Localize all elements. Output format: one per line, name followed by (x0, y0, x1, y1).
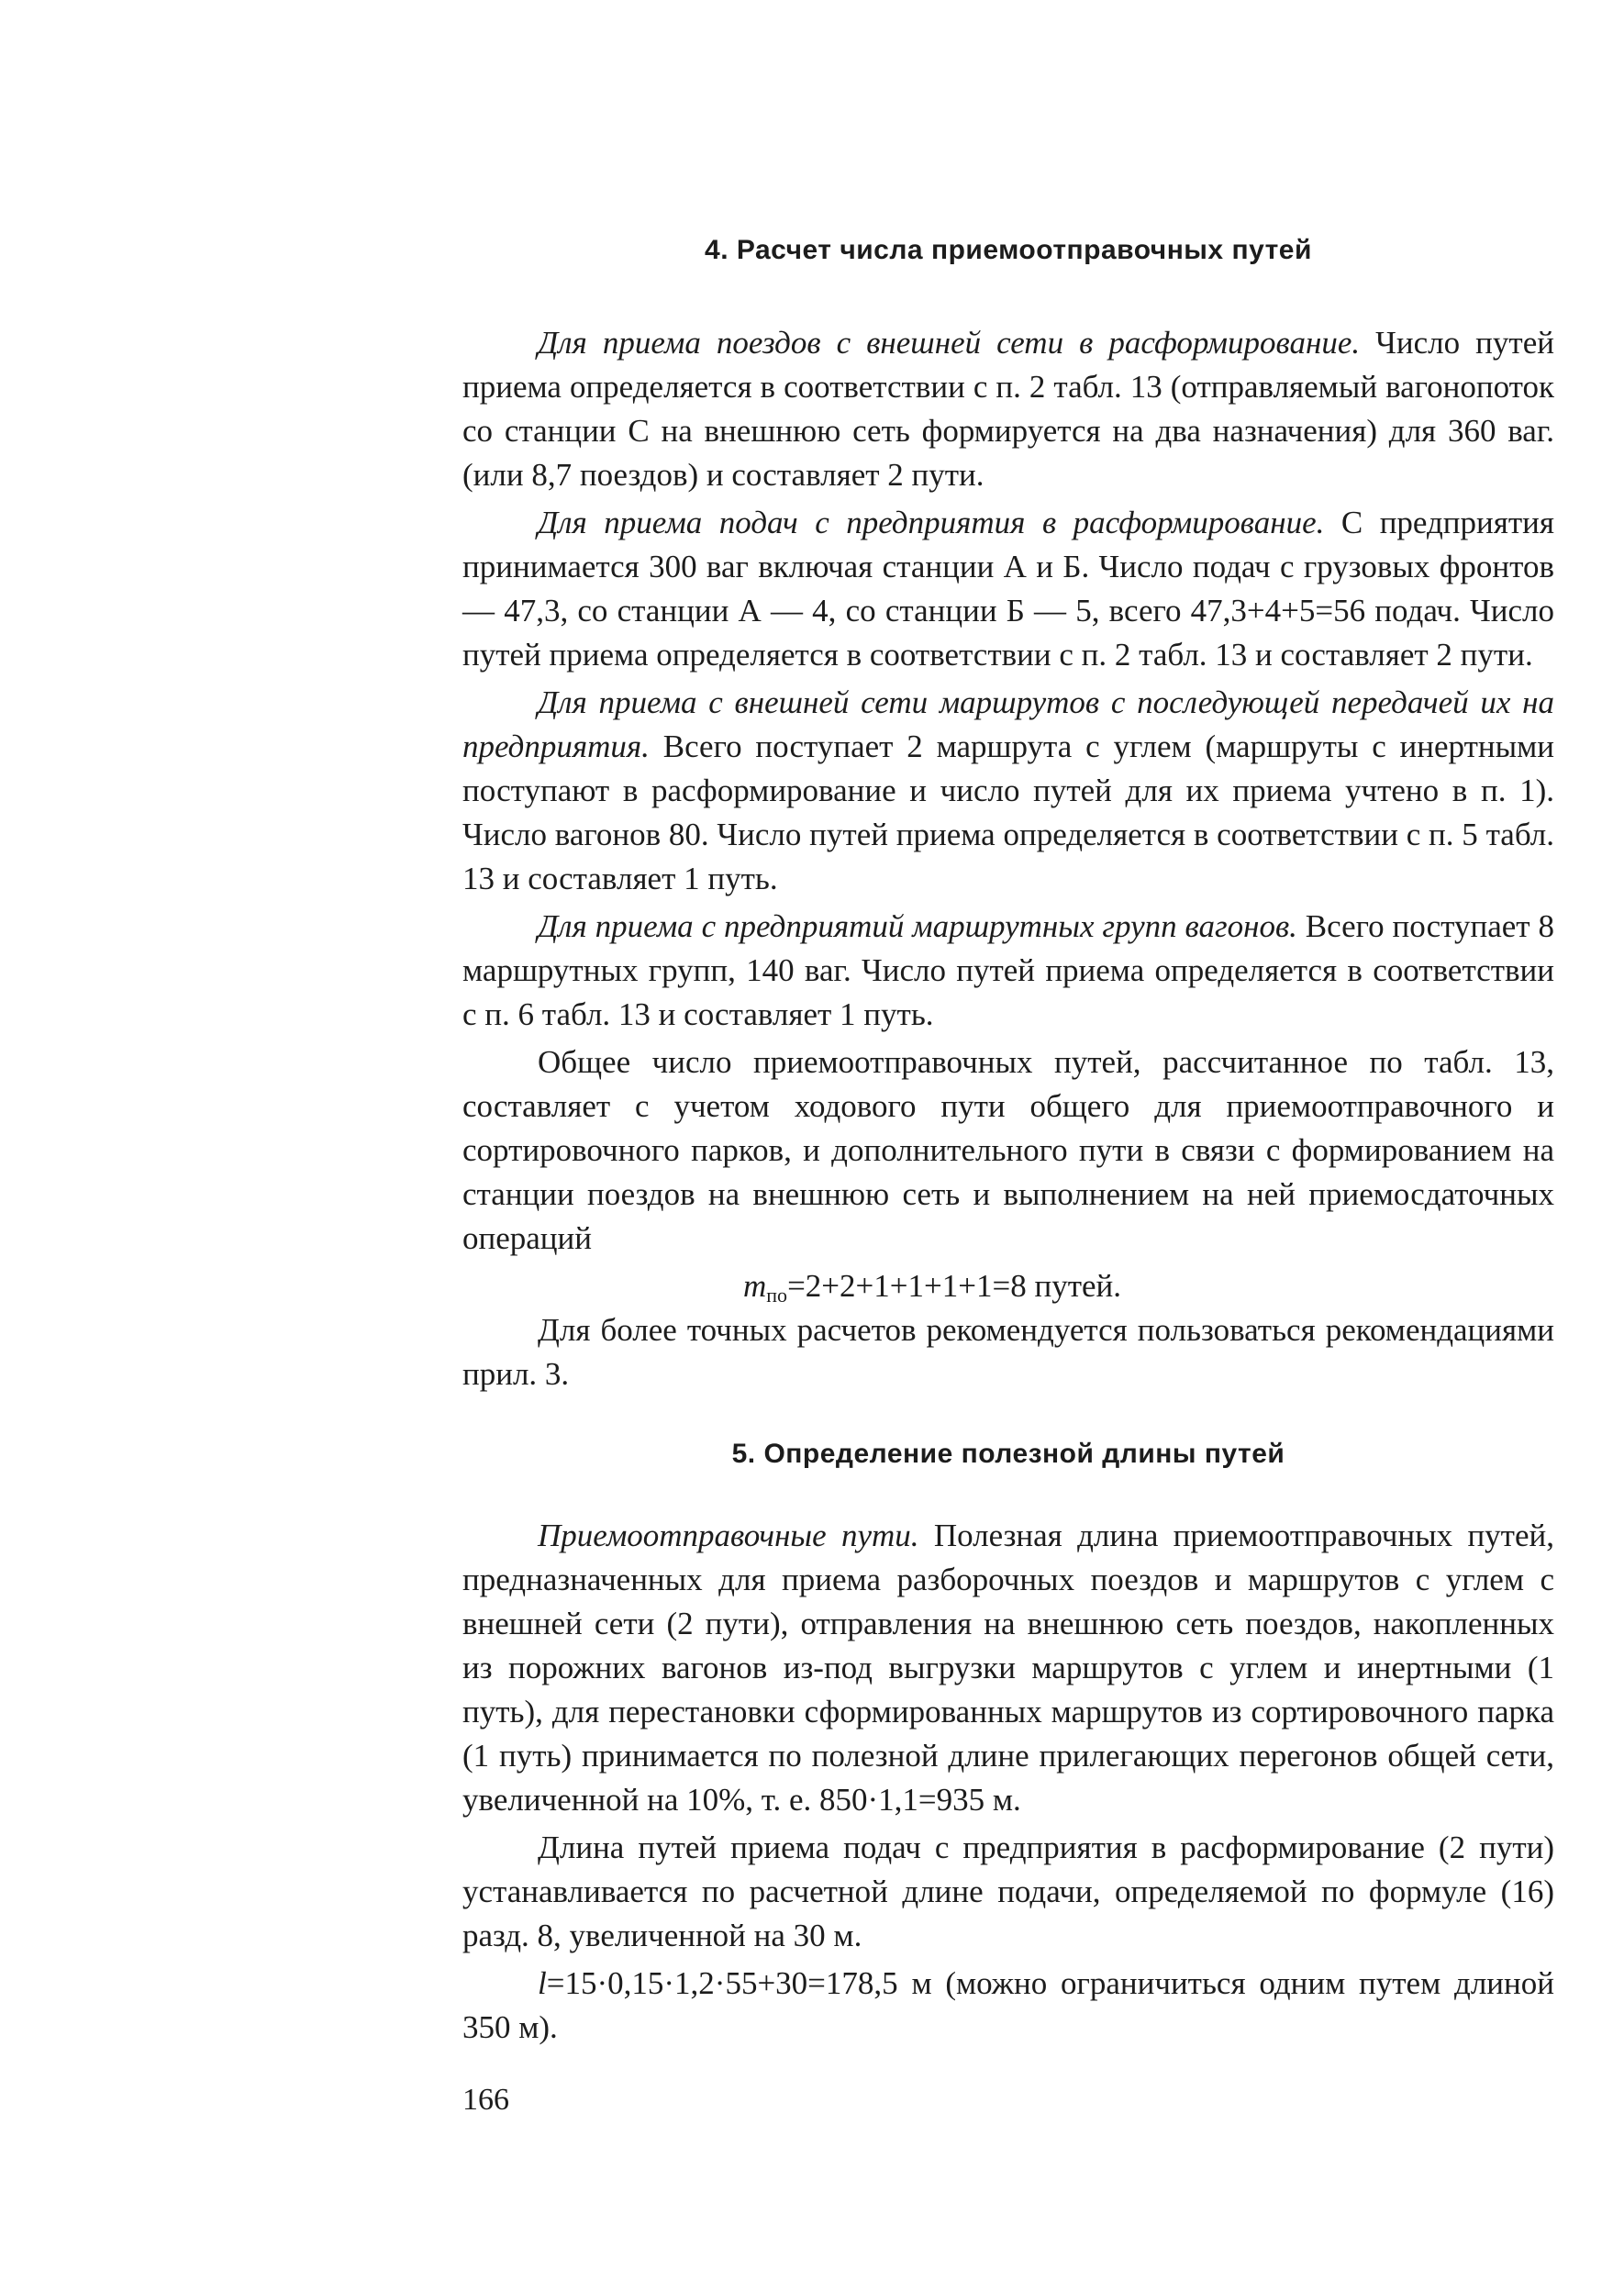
paragraph-text: Число путей приема определяется в соответствии с п. 2 табл. 13 (отправляемый вагонопоток со станции С на внешнюю сеть формируется на два назначения) для 360 ваг. (или 8,7 поездов) и составляет 2 пути. (462, 325, 1554, 493)
paragraph-text: Всего поступает 8 маршрутных групп, 140 ваг. Число путей приема определяется в соответствии с п. 6 табл. 13 и составляет 1 путь. (462, 908, 1554, 1032)
paragraph-text: Полезная длина приемоотправочных путей, предназначенных для приема разборочных поездов и маршрутов с углем с внешней сети (2 пути), отправления на внешнюю сеть поездов, накопленных из порожних вагонов из-под выгрузки маршрутов с углем и инертными (1 путь), для перестановки сформированных маршрутов из сортировочного парка (1 путь) принимается по полезной длине прилегающих перегонов общей сети, увеличенной на 10%, т. е. 850·1,1=935 м. (462, 1518, 1554, 1818)
paragraph-lead: Для приема подач с предприятия в расформирование. (538, 505, 1325, 540)
paragraph-lead: Для приема поездов с внешней сети в расформирование. (538, 325, 1361, 361)
section-5-heading: 5. Определение полезной длины путей (731, 1439, 1285, 1469)
section-4-heading: 4. Расчет числа приемоотправочных путей (705, 235, 1312, 265)
paragraph-lead: Приемоотправочные пути. (538, 1518, 919, 1553)
paragraph-text: Всего поступает 2 маршрута с углем (маршруты с инертными поступают в расформирование и число путей для их приема учтено в п. 1). Число вагонов 80. Число путей приема определяется в соответствии с п. 5 табл. 13 и составляет 1 путь. (462, 728, 1554, 896)
formula (462, 1264, 1554, 1308)
section-5-body (462, 1514, 1554, 2053)
paragraph (462, 501, 1554, 677)
paragraph (462, 321, 1554, 497)
paragraph: Длина путей приема подач с предприятия в расформирование (2 пути) устанавливается по расчетной длине подачи, определяемой по формуле (16) разд. 8, увеличенной на 30 м. (462, 1830, 1554, 1953)
paragraph: Общее число приемоотправочных путей, рассчитанное по табл. 13, составляет с учетом ходового пути общего для приемоотправочного и сортировочного парков, и дополнительного пути в связи с формированием на станции поездов на внешнюю сеть и выполнением на ней приемосдаточных операций (462, 1044, 1554, 1256)
page-number: 166 (462, 2083, 509, 2117)
paragraph (462, 1962, 1554, 2050)
paragraph-lead: Для приема с внешней сети маршрутов с последующей передачей их на предприятия. (462, 684, 1554, 764)
formula-expression: =2+2+1+1+1+1=8 путей. (787, 1268, 1122, 1304)
formula-subscript: по (766, 1284, 788, 1307)
formula-variable: l (538, 1965, 547, 2001)
paragraph-text: =15·0,15·1,2·55+30=178,5 м (можно ограничиться одним путем длиной 350 м). (462, 1965, 1554, 2045)
paragraph-lead: Для приема с предприятий маршрутных групп вагонов. (538, 908, 1297, 944)
paragraph-text: С предприятия принимается 300 ваг включая станции А и Б. Число подач с грузовых фронтов — 47,3, со станции А — 4, со станции Б — 5, всего 47,3+4+5=56 подач. Число путей приема определяется в соответствии с п. 2 табл. 13 и составляет 2 пути. (462, 505, 1554, 673)
paragraph (462, 1514, 1554, 1822)
paragraph (462, 905, 1554, 1037)
formula-variable: m (743, 1268, 767, 1304)
section-4-body (462, 321, 1554, 1400)
paragraph (462, 681, 1554, 901)
paragraph: Для более точных расчетов рекомендуется пользоваться рекомендациями прил. 3. (462, 1312, 1554, 1392)
